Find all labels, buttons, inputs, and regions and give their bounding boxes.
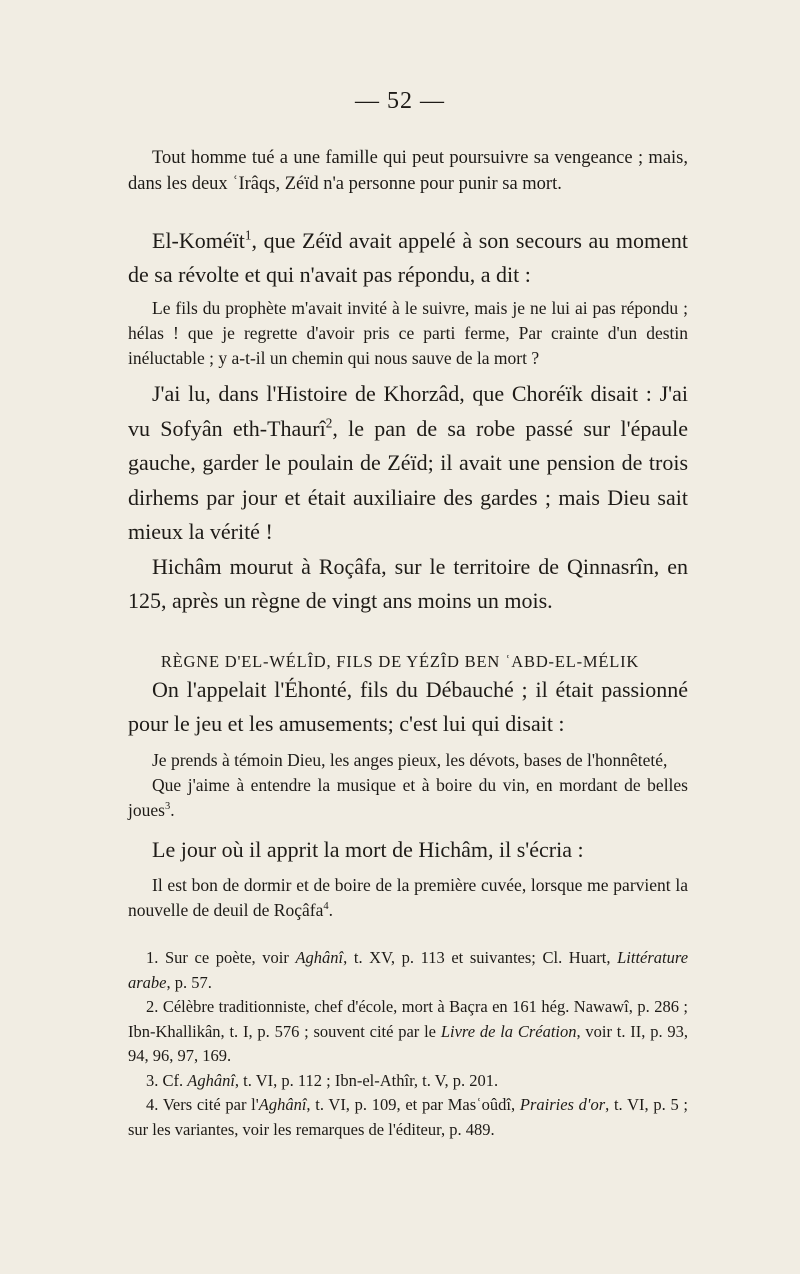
- footnote-ref-2[interactable]: 2: [325, 415, 333, 431]
- paragraph-hicham-death: Hichâm mourut à Roçâfa, sur le territoire de Qinnasrîn, en 125, après un règne de vingt ans moins un mois.: [128, 553, 688, 613]
- komeit-text: El-Koméït: [152, 228, 245, 253]
- verse-news: Il est bon de dormir et de boire de la première cuvée, lorsque me parvient la nouvelle de deuil de Roçâfa$^4$.: [128, 875, 688, 920]
- verse-walid: Je prends à témoin Dieu, les anges pieux, les dévots, bases de l'honnêteté, Que j'aime à entendre la musique et à boire du vin, en mordant de belles joues$^3$.: [128, 750, 688, 820]
- footnote-1: 1. Sur ce poète, voir Aghânî, t. XV, p. 113 et suivantes; Cl. Huart, Littérature arabe, p. 57.: [128, 948, 689, 992]
- paragraph-news: Le jour où il apprit la mort de Hichâm, il s'écria :: [152, 837, 584, 862]
- footnote-ref-4[interactable]: 4: [323, 901, 329, 913]
- paragraph-komeit: El-Koméït$^1$, que Zéïd avait appelé à son secours au moment de sa révolte et qui n'avait pas répondu, a dit :: [128, 227, 688, 287]
- footnotes: [128, 946, 688, 1142]
- footnote-ref-3[interactable]: 3: [164, 801, 171, 813]
- paragraph-khorzad: J'ai lu, dans l'Histoire de Khorzâd, que Choréïk disait : J'ai vu Sofyân eth-Thaurî$^2$, le pan de sa robe passé sur l'épaule gauche, garder le poulain de Zéïd; il avait une pension de trois dirhems par jour et était auxiliaire des gardes ; mais Dieu sait mieux la vérité ! Hichâm mourut à Roçâfa, sur le territoire de Qinnasrîn, en 125, après un règne de vingt ans moins un mois.: [128, 377, 688, 619]
- paragraph-vengeance: Tout homme tué a une famille qui peut poursuivre sa vengeance ; mais, dans les deux ʿIrâqs, Zéïd n'a personne pour punir sa mort.: [128, 148, 688, 194]
- footnote-4: 4. Vers cité par l'Aghânî, t. VI, p. 109, et par Masʿoûdî, Prairies d'or, t. VI, p. 5 ; sur les variantes, voir les remarques de l'éditeur, p. 489.: [128, 1095, 689, 1139]
- page-number: — 52 —: [355, 88, 445, 114]
- footnote-ref-1[interactable]: 1: [244, 227, 252, 243]
- footnote-3: 3. Cf. Aghânî, t. VI, p. 112 ; Ibn-el-Athîr, t. V, p. 201.: [146, 1070, 499, 1090]
- section-heading: RÈGNE D'EL-WÉLÎD, FILS DE YÉZÎD BEN ʿABD-EL-MÉLIK: [160, 652, 640, 671]
- paragraph-walid: On l'appelait l'Éhonté, fils du Débauché ; il était passionné pour le jeu et les amusements; c'est lui qui disait :: [128, 677, 688, 736]
- verse-komeit: Le fils du prophète m'avait invité à le suivre, mais je ne lui ai pas répondu ; hélas ! que je regrette d'avoir pris ce parti ferme, Par crainte d'un destin inéluctable ; y a-t-il un chemin qui nous sauve de la mort ?: [128, 298, 688, 368]
- footnote-2: 2. Célèbre traditionniste, chef d'école, mort à Baçra en 161 hég. Nawawî, p. 286 ; Ibn-Khallikân, t. I, p. 576 ; souvent cité par le Livre de la Création, voir t. II, p. 93, 94, 96, 97, 169.: [128, 997, 689, 1065]
